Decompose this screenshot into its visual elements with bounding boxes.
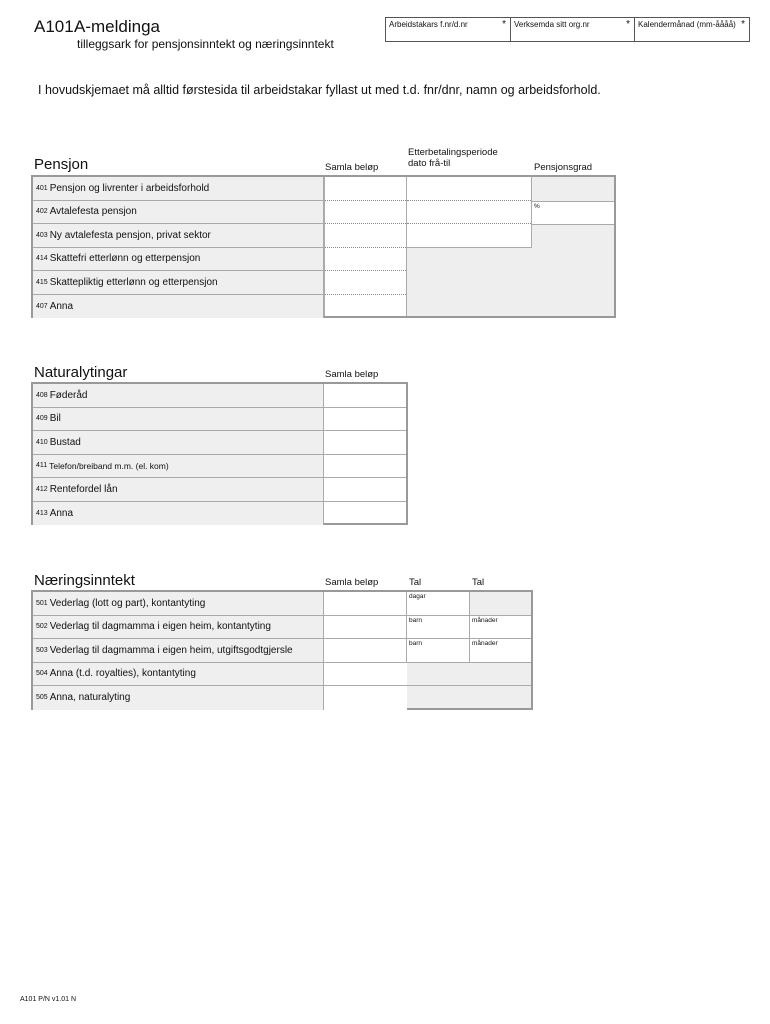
- period-column: [407, 177, 532, 248]
- col-header-amount: Samla beløp: [325, 369, 379, 380]
- row-text: Føderåd: [49, 389, 88, 401]
- form-subtitle: tilleggsark for pensjonsinntekt og næringsinntekt: [77, 37, 334, 51]
- section-title-naturalytingar: Naturalytingar: [34, 364, 128, 381]
- row-code: 403: [36, 231, 48, 239]
- unit-label: månader: [472, 640, 498, 647]
- row-text: Pensjon og livrenter i arbeidsforhold: [49, 182, 210, 194]
- table-row: [33, 478, 406, 502]
- row-label: [33, 201, 324, 224]
- col-header-period: [408, 147, 498, 169]
- percent-sign: %: [534, 202, 540, 210]
- row-code: 409: [36, 415, 48, 423]
- amount-input-502[interactable]: [324, 616, 407, 639]
- amount-input-413[interactable]: [324, 502, 406, 526]
- row-text: Skattefri etterlønn og etterpensjon: [49, 253, 201, 265]
- table-row: [33, 639, 531, 663]
- row-label: [33, 455, 324, 478]
- table-row: [33, 177, 324, 201]
- row-code: 411: [36, 462, 48, 470]
- col-header-period-line2: dato frå-til: [408, 158, 451, 169]
- days-input-501[interactable]: [407, 592, 470, 615]
- amount-input-415[interactable]: [325, 271, 406, 295]
- row-label: [33, 224, 324, 247]
- row-code: 501: [36, 599, 48, 607]
- row-text: Avtalefesta pensjon: [49, 206, 137, 218]
- required-marker: *: [741, 19, 745, 30]
- row-label: [33, 248, 324, 271]
- row-label: [33, 384, 324, 407]
- table-row: [33, 295, 324, 319]
- table-row: [33, 271, 324, 295]
- row-label: [33, 639, 324, 662]
- employee-id-field[interactable]: [386, 18, 511, 41]
- amount-column: [324, 177, 407, 316]
- row-label: [33, 271, 324, 294]
- period-input-401[interactable]: [407, 177, 531, 201]
- amount-input-503[interactable]: [324, 639, 407, 662]
- unit-label: barn: [409, 616, 423, 624]
- grade-input-402[interactable]: [532, 201, 614, 225]
- table-row: [33, 431, 406, 455]
- form-code: A101: [34, 17, 74, 36]
- col-header-period-line1: Etterbetalingsperiode: [408, 147, 498, 158]
- row-text: Anna (t.d. royalties), kontantyting: [49, 668, 196, 680]
- period-input-403[interactable]: [407, 224, 531, 247]
- row-text: Rentefordel lån: [49, 483, 118, 495]
- row-label: [33, 502, 324, 526]
- pensjon-table: [31, 175, 616, 318]
- row-text: Bil: [49, 413, 61, 425]
- amount-input-409[interactable]: [324, 408, 406, 431]
- row-label: [33, 177, 324, 200]
- org-number-field[interactable]: [511, 18, 635, 41]
- amount-input-505[interactable]: [324, 686, 407, 710]
- row-code: 402: [36, 208, 48, 216]
- unit-label: dagar: [409, 593, 426, 600]
- section-title-naeringsinntekt: Næringsinntekt: [34, 572, 135, 589]
- col-header-tal-2: Tal: [472, 577, 485, 588]
- amount-input-407[interactable]: [325, 295, 406, 317]
- table-row: [33, 384, 406, 408]
- row-text: Vederlag (lott og part), kontantyting: [49, 597, 206, 609]
- table-row: [33, 592, 531, 616]
- row-code: 502: [36, 623, 48, 631]
- table-row: [33, 616, 531, 640]
- row-label: [33, 295, 324, 319]
- amount-input-410[interactable]: [324, 431, 406, 454]
- amount-input-501[interactable]: [324, 592, 407, 615]
- row-label: [33, 478, 324, 501]
- col-header-amount: Samla beløp: [325, 162, 379, 173]
- row-text: Ny avtalefesta pensjon, privat sektor: [49, 229, 211, 241]
- row-code: 408: [36, 391, 48, 399]
- row-code: 503: [36, 646, 48, 654]
- row-text: Anna, naturalyting: [49, 692, 131, 704]
- row-text: Skattepliktig etterlønn og etterpensjon: [49, 276, 218, 288]
- col-header-tal-1: Tal: [409, 577, 422, 588]
- table-row: [33, 502, 406, 526]
- row-text: Bustad: [49, 436, 81, 448]
- table-row: [33, 663, 531, 687]
- table-row: [33, 248, 324, 272]
- month-field[interactable]: [635, 18, 749, 41]
- period-input-402[interactable]: [407, 201, 531, 225]
- required-marker: *: [626, 19, 630, 30]
- row-text: Anna: [49, 507, 74, 519]
- row-code: 504: [36, 670, 48, 678]
- amount-input-402[interactable]: [325, 201, 406, 225]
- empty-cell: [470, 592, 531, 615]
- amount-input-408[interactable]: [324, 384, 406, 407]
- row-label: [33, 408, 324, 431]
- table-row: [33, 224, 324, 248]
- row-text: Vederlag til dagmamma i eigen heim, utgiftsgodtgjersle: [49, 644, 293, 656]
- months-input-502[interactable]: [470, 616, 531, 639]
- months-input-503[interactable]: [470, 639, 531, 662]
- month-label: Kalendermånad (mm-åååå): [638, 20, 736, 29]
- table-row: [33, 201, 324, 225]
- amount-input-403[interactable]: [325, 224, 406, 248]
- row-text: Anna: [49, 300, 74, 312]
- row-label: [33, 686, 324, 710]
- table-row: [33, 408, 406, 432]
- row-label: [33, 663, 324, 686]
- row-code: 415: [36, 278, 48, 286]
- row-label: [33, 592, 324, 615]
- amount-input-504[interactable]: [324, 663, 407, 686]
- row-code: 412: [36, 485, 48, 493]
- row-text: Vederlag til dagmamma i eigen heim, kontantyting: [49, 621, 271, 633]
- form-title: A-meldinga: [74, 17, 160, 36]
- table-row: [33, 455, 406, 479]
- table-row: [33, 686, 531, 710]
- required-marker: *: [502, 19, 506, 30]
- col-header-amount: Samla beløp: [325, 577, 379, 588]
- amount-input-412[interactable]: [324, 478, 406, 501]
- row-code: 414: [36, 255, 48, 263]
- amount-input-414[interactable]: [325, 248, 406, 272]
- naeringsinntekt-table: [31, 590, 533, 710]
- amount-input-411[interactable]: [324, 455, 406, 478]
- naturalytingar-table: [31, 382, 408, 525]
- id-fields-box: [385, 17, 750, 42]
- row-label: [33, 616, 324, 639]
- row-code: 407: [36, 302, 48, 310]
- org-number-label: Verksemda sitt org.nr: [514, 20, 590, 29]
- unit-label: månader: [472, 616, 498, 624]
- row-label: [33, 431, 324, 454]
- children-input-502[interactable]: [407, 616, 470, 639]
- row-code: 410: [36, 438, 48, 446]
- row-code: 413: [36, 509, 48, 517]
- row-code: 505: [36, 694, 48, 702]
- col-header-grade: Pensjonsgrad: [534, 162, 593, 173]
- instruction-notice: I hovudskjemaet må alltid førstesida til arbeidstakar fyllast ut med t.d. fnr/dnr, namn og arbeidsforhold.: [38, 83, 601, 97]
- amount-input-401[interactable]: [325, 177, 406, 201]
- form-version: A101 P/N v1.01 N: [20, 996, 77, 1003]
- children-input-503[interactable]: [407, 639, 470, 662]
- section-title-pensjon: Pensjon: [34, 156, 89, 173]
- unit-label: barn: [409, 640, 423, 647]
- row-code: 401: [36, 184, 48, 192]
- employee-id-label: Arbeidstakars f.nr/d.nr: [389, 20, 468, 29]
- row-text: Telefon/breiband m.m. (el. kom): [49, 460, 169, 471]
